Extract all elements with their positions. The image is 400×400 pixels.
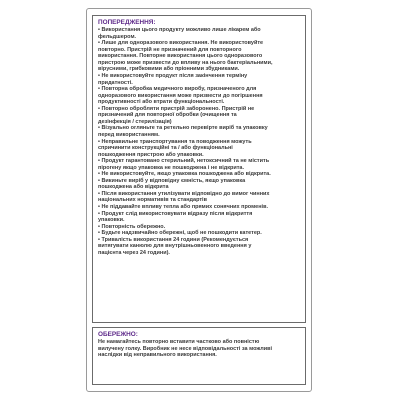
text-line: наслідки від неправильного використання. [98,352,217,359]
caution-heading: ОБЕРЕЖНО: [98,331,138,338]
text-line: • Візуально огляньте та ретельно перевірте виріб та упаковку [98,125,268,132]
text-line: національних нормативів та стандартів [98,197,207,204]
text-line: • Використання цього продукту можливо лише лікарем або [98,27,261,34]
text-line: • Продукт гарантовано стерильний, нетоксичний та не містить [98,158,270,165]
caution-text [98,339,300,359]
text-line: придатності. [98,79,133,86]
text-line: пірогену якщо упаковка не пошкоджена і не відкрита. [98,164,245,171]
text-line: пошкоджена або відкрита [98,184,169,191]
text-line: витягувати канюлю для внутрішньовенного введення у [98,243,252,250]
text-line: використання. Повторне використання цього одноразового [98,53,263,60]
text-line: • Повторна обробка медичного виробу, призначеного для [98,86,257,93]
text-line: Не намагайтесь повторно вставити частково або повністю [98,339,260,346]
text-line: • Не піддавайте впливу тепла або прямих сонячних променів. [98,203,268,210]
text-line: • Лише для одноразового використання. Не використовуйте [98,40,264,47]
text-line: • Неправильне транспортування та поводження можуть [98,138,252,145]
text-line: призначений для повторної обробки (очищення та [98,112,237,119]
text-line: • Тривалість використання 24 години (Рекомендується [98,236,249,243]
text-line: продуктивності або втрати функціональності. [98,99,225,106]
warning-section [92,15,306,323]
text-line: • Не використовуйте продукт після закінчення терміну [98,73,248,80]
text-line: пристрою може призвести до впливу на нього бактеріальними, [98,59,273,66]
text-line: одноразового використання може призвести до погіршення [98,92,263,99]
warning-heading: ПОПЕРЕДЖЕННЯ: [98,19,156,26]
text-line: • Будьте надзвичайно обережні, щоб не пошкодити катетер. [98,230,262,237]
text-line: • Викиньте виріб у відповідну ємність, якщо упаковка [98,177,246,184]
text-line: повторно. Пристрій не призначений для повторного [98,46,242,53]
instruction-leaflet [86,8,312,392]
text-line: • Не використовуйте, якщо упаковка пошкоджена або відкрита. [98,171,271,178]
text-line: пошкодження пристрою або упаковки. [98,151,204,158]
warning-list [98,27,300,256]
caution-section [92,327,306,385]
text-line: спричинити конструкційні та / або функціональні [98,145,233,152]
text-line: вилучену голку. Виробник не несе відповідальності за можливі [98,345,273,352]
text-line: пацієнта через 24 години). [98,249,170,256]
text-line: • Повторно обробляти пристрій заборонено. Пристрій не [98,105,255,112]
text-line: • Продукт слід використовувати відразу після відкриття [98,210,253,217]
text-line: • Повторність обережно. [98,223,166,230]
text-line: • Після використання утилізувати відповідно до вимог чинних [98,190,270,197]
text-line: дезінфекція / стерилізація) [98,118,172,125]
text-line: вірусними, грибковими або пріонними збудниками. [98,66,240,73]
text-line: перед використанням. [98,131,160,138]
text-line: упаковки. [98,217,125,224]
text-line: фельдшером. [98,33,137,40]
